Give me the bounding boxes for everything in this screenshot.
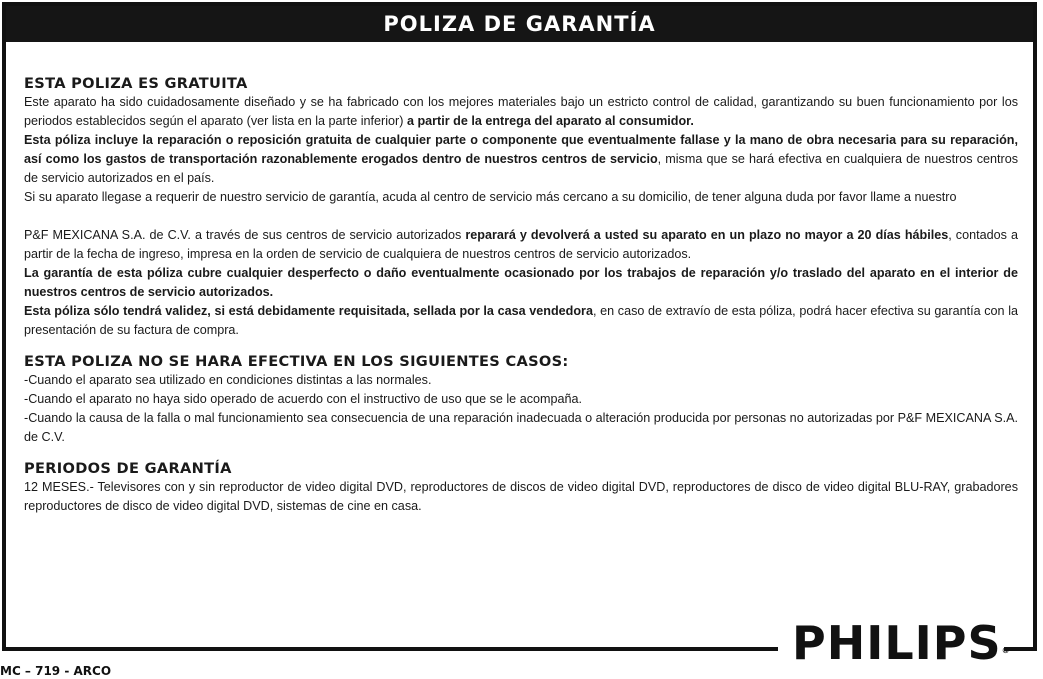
exclusion-item: -Cuando el aparato sea utilizado en condiciones distintas a las normales. <box>24 373 432 387</box>
section-heading-exclusions: ESTA POLIZA NO SE HARA EFECTIVA EN LOS SIGUIENTES CASOS: <box>24 353 569 370</box>
section-heading-periods: PERIODOS DE GARANTÍA <box>24 460 232 477</box>
warranty-body <box>24 74 1018 516</box>
paragraph-repair-term: P&F MEXICANA S.A. de C.V. a través de sus centros de servicio autorizados reparará y devolverá a usted su aparato en un plazo no mayor a 20 días hábiles, contados a partir de la fecha de ingreso, impresa en la orden de servicio de cualquiera de nuestros centros de servicio autorizados. <box>24 228 1018 261</box>
paragraph-coverage: Esta póliza incluye la reparación o reposición gratuita de cualquier parte o componente que eventualmente fallase y la mano de obra necesaria para su reparación, así como los gastos de transportación razonablemente erogados dentro de nuestros centros de servicio, misma que se hará efectiva en cualquiera de nuestros centros de servicio autorizados en el país. <box>24 133 1018 185</box>
paragraph-validity: Esta póliza sólo tendrá validez, si está debidamente requisitada, sellada por la casa vendedora, en caso de extravío de esta póliza, podrá hacer efectiva su garantía con la presentación de su factura de compra. <box>24 304 1018 337</box>
bottom-rule-left <box>2 647 778 651</box>
page-title: POLIZA DE GARANTÍA <box>6 6 1033 42</box>
paragraph-damage-coverage: La garantía de esta póliza cubre cualquier desperfecto o daño eventualmente ocasionado por los trabajos de reparación y/o traslado del aparato en el interior de nuestros centros de servicio autorizados. <box>24 266 1018 299</box>
paragraph-service-call: Si su aparato llegase a requerir de nuestro servicio de garantía, acuda al centro de servicio más cercano a su domicilio, de tener alguna duda por favor llame a nuestro <box>24 190 957 204</box>
exclusion-item: -Cuando la causa de la falla o mal funcionamiento sea consecuencia de una reparación inadecuada o alteración producida por personas no autorizadas por P&F MEXICANA S.A. de C.V. <box>24 411 1018 444</box>
paragraph-periods: 12 MESES.- Televisores con y sin reproductor de video digital DVD, reproductores de discos de video digital DVD, reproductores de disco de video digital BLU-RAY, grabadores reproductores de disco de video digital DVD, sistemas de cine en casa. <box>24 480 1018 513</box>
section-heading-free: ESTA POLIZA ES GRATUITA <box>24 75 248 92</box>
philips-logo: PHILIPS® <box>792 616 1010 670</box>
paragraph-quality: Este aparato ha sido cuidadosamente diseñado y se ha fabricado con los mejores materiales bajo un estricto control de calidad, garantizando su buen funcionamiento por los periodos establecidos según el aparato (ver lista en la parte inferior) a partir de la entrega del aparato al consumidor. <box>24 95 1018 128</box>
document-code: MC – 719 - ARCO <box>0 664 112 678</box>
exclusion-item: -Cuando el aparato no haya sido operado de acuerdo con el instructivo de uso que se le acompaña. <box>24 392 582 406</box>
